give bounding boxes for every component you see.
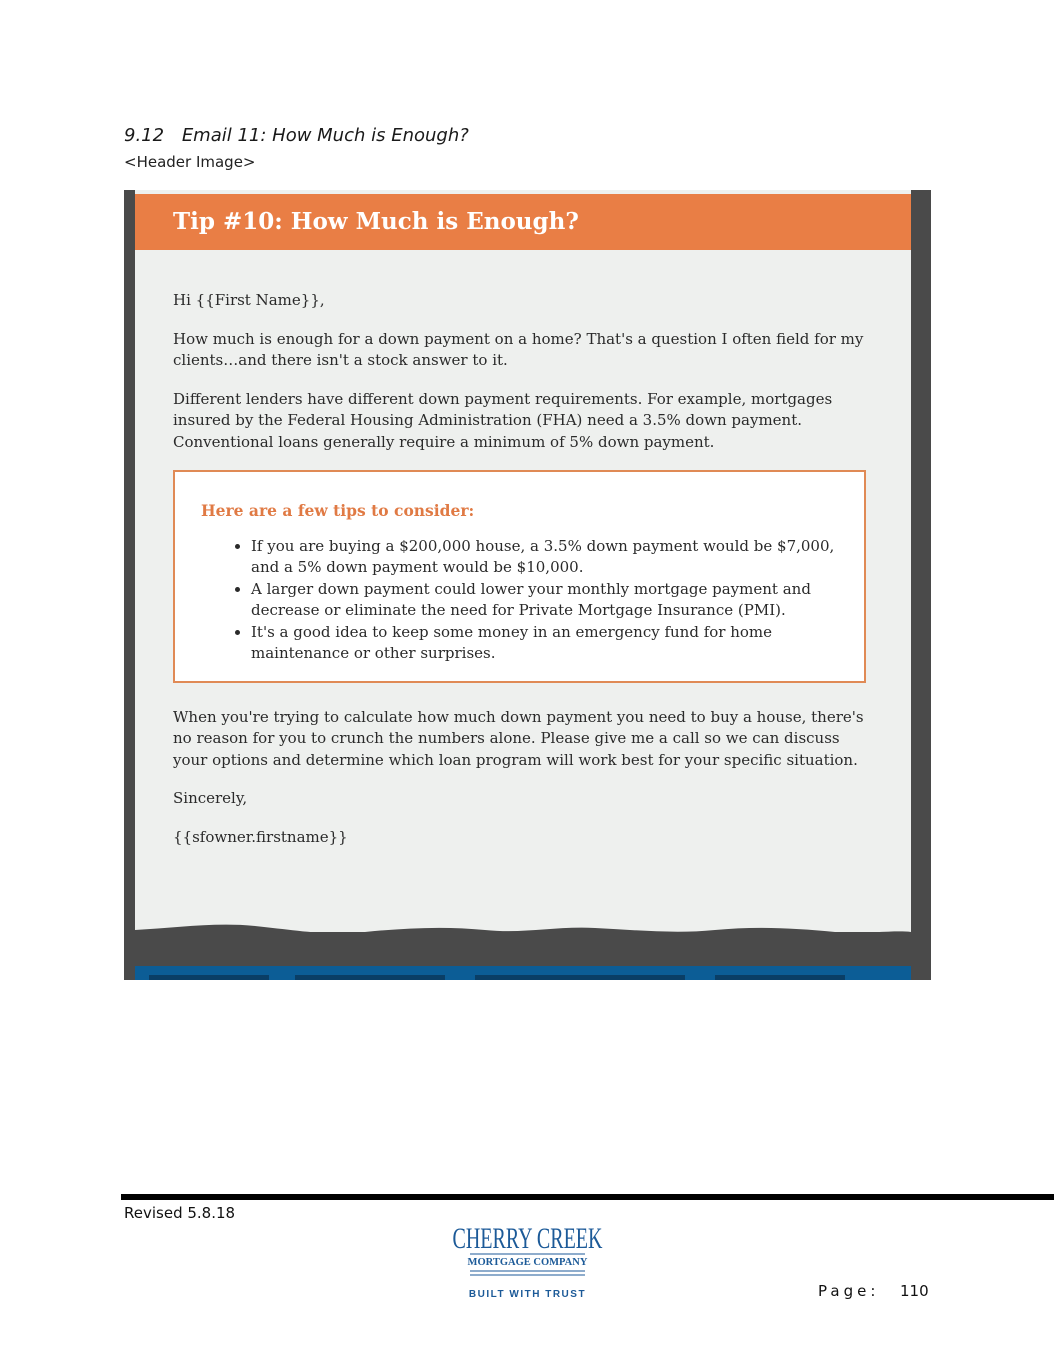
email-closing-paragraph: When you're trying to calculate how much down payment you need to buy a house, there's no reason for you to crunch the numbers alone. Please give me a call so we can discuss your options and determine which loan program will work best for your specific situation. [173, 707, 864, 769]
email-next-banner-strip [135, 966, 911, 980]
tips-title: Here are a few tips to consider: [201, 501, 475, 520]
cropped-text-fragment [149, 975, 269, 980]
company-logo [440, 1220, 615, 1310]
email-paragraph: Different lenders have different down payment requirements. For example, mortgages insured by the Federal Housing Administration (FHA) need a 3.5% down payment. Conventional loans generally require a minimum of 5% down payment. [173, 389, 833, 451]
page-label: Page: [818, 1282, 880, 1300]
logo-name: CHERRY CREEK [452, 1222, 603, 1255]
revised-date: Revised 5.8.18 [124, 1204, 236, 1222]
tips-list-item: • It's a good idea to keep some money in an emergency fund for home maintenance or other surprises. [251, 622, 838, 665]
email-signoff: Sincerely, [173, 789, 248, 807]
email-paragraph: How much is enough for a down payment on a home? That's a question I often field for my clients…and there isn't a stock answer to it. [173, 329, 864, 369]
cropped-text-fragment [715, 975, 845, 980]
header-image-placeholder: <Header Image> [124, 153, 256, 171]
email-body [135, 190, 911, 932]
section-number: 9.12 [124, 125, 165, 146]
cropped-text-fragment [475, 975, 685, 980]
tips-list-item: • A larger down payment could lower your monthly mortgage payment and decrease or eliminate the need for Private Mortgage Insurance (PMI). [251, 579, 838, 622]
cropped-text-fragment [295, 975, 445, 980]
section-heading [124, 125, 469, 146]
footer-rule [121, 1194, 1054, 1200]
email-greeting: Hi {{First Name}}, [173, 291, 325, 309]
logo-subtitle: MORTGAGE COMPANY [467, 1257, 588, 1268]
section-title: Email 11: How Much is Enough? [181, 125, 469, 146]
logo-tagline: BUILT WITH TRUST [468, 1289, 587, 1300]
tips-list-item: • If you are buying a $200,000 house, a 3.5% down payment would be $7,000, and a 5% down payment would be $10,000. [251, 536, 838, 579]
tips-box [173, 470, 866, 683]
email-content [173, 290, 873, 865]
email-banner [135, 194, 911, 250]
email-preview [124, 190, 931, 980]
page-number: 110 [900, 1282, 929, 1300]
torn-edge-graphic [135, 904, 911, 954]
email-signature: {{sfowner.firstname}} [173, 827, 348, 846]
email-banner-title: Tip #10: How Much is Enough? [173, 208, 579, 235]
tips-list [201, 536, 838, 665]
